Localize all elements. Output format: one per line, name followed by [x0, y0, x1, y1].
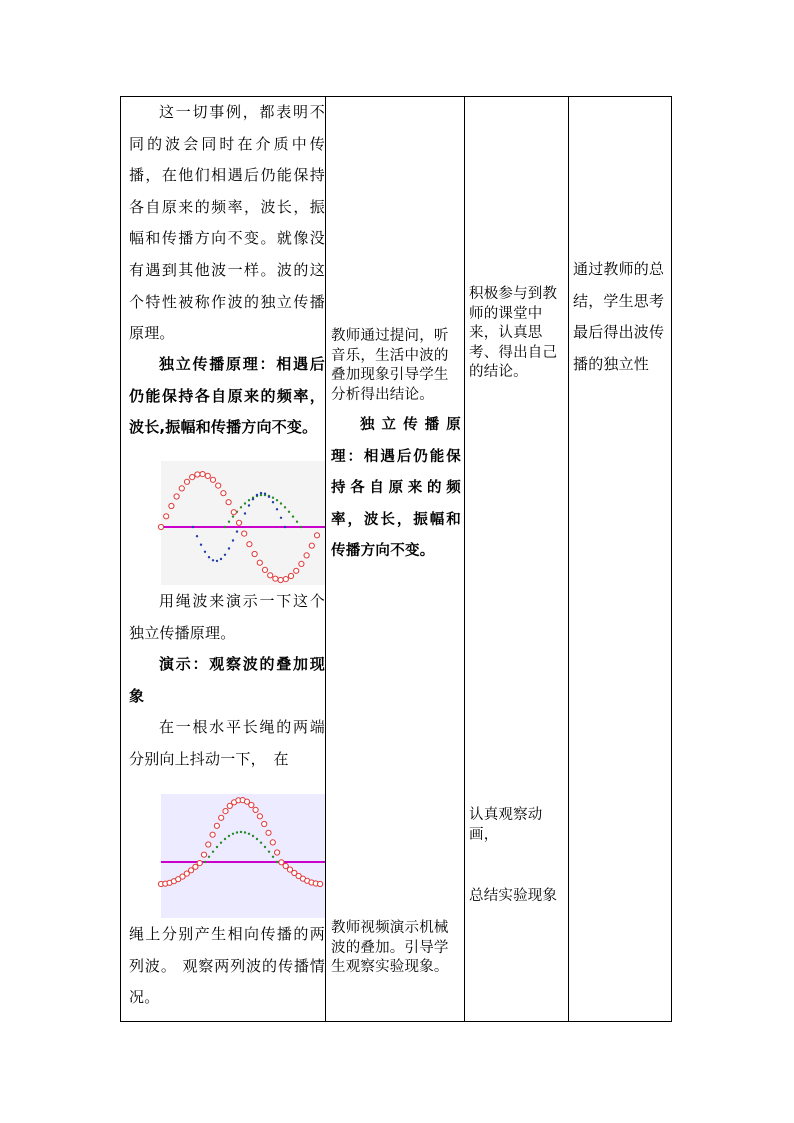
wave-dot	[314, 533, 319, 538]
paragraph-independence-examples: 这一切事例，都表明不同的波会同时在介质中传播，在他们相遇后仍能保持各自原来的频率，波长，振幅和传播方向不变。就像没有遇到其他波一样。波的这个特性被称作波的独立传播原理。	[129, 103, 325, 343]
wave-dot	[204, 551, 206, 553]
wave-dot	[193, 864, 198, 869]
wave-dot	[296, 521, 298, 523]
wave-dot	[262, 821, 267, 826]
wave-dot	[169, 503, 174, 508]
wave-dot	[216, 846, 218, 848]
wave-dot	[242, 531, 247, 536]
wave-dot	[276, 499, 278, 501]
wave-dot	[272, 856, 274, 858]
wave-dot	[283, 577, 288, 582]
wave-dot	[260, 492, 262, 494]
wave-dot	[268, 496, 270, 498]
wave-dot	[204, 861, 206, 863]
wave-dot	[221, 491, 226, 496]
wave-dot	[212, 559, 214, 561]
wave-dot	[220, 842, 222, 844]
wave-dot	[276, 861, 278, 863]
wave-dot	[164, 514, 169, 519]
paragraph-rope-demo: 用绳波来演示一下这个独立传播原理。	[129, 592, 325, 642]
wave-dot	[208, 556, 210, 558]
wave-dot	[248, 833, 250, 835]
wave-dot	[174, 494, 179, 499]
wave-dot	[264, 846, 266, 848]
wave-dot	[228, 547, 230, 549]
wave-dot	[304, 553, 309, 558]
wave-dot	[197, 861, 202, 866]
wave-dot	[256, 494, 258, 496]
column-divider	[568, 97, 569, 1021]
paragraph-observe-animation: 认真观察动画，	[469, 807, 543, 843]
wave-dot	[249, 802, 254, 807]
wave-dot	[280, 502, 282, 504]
figure-background	[161, 794, 325, 918]
wave-dot	[244, 831, 246, 833]
wave-dot	[288, 573, 293, 578]
wave-dot	[260, 842, 262, 844]
wave-dot	[278, 577, 283, 582]
wave-dot	[236, 530, 238, 532]
wave-dot	[228, 521, 230, 523]
wave-dot	[236, 520, 241, 525]
wave-dot	[252, 835, 254, 837]
paragraph-two-waves: 绳上分别产生相向传播的两列波。 观察两列波的传播情况。	[129, 925, 325, 1007]
wave-dot	[216, 560, 218, 562]
wave-dot	[179, 486, 184, 491]
wave-dot	[262, 567, 267, 572]
wave-dot	[275, 850, 280, 855]
wave-dot	[252, 498, 254, 500]
wave-dot	[284, 506, 286, 508]
wave-dot	[232, 515, 234, 517]
paragraph-demo-title: 演示：观察波的叠加现象	[129, 655, 325, 705]
wave-dot	[214, 823, 219, 828]
wave-dot	[276, 508, 278, 510]
wave-dot	[252, 551, 257, 556]
column-divider	[325, 97, 326, 1021]
wave-dot	[240, 831, 242, 833]
wave-dot	[244, 512, 246, 514]
wave-dot	[212, 851, 214, 853]
wave-dot	[288, 511, 290, 513]
wave-dot	[244, 502, 246, 504]
wave-dot	[294, 568, 299, 573]
wave-dot	[219, 815, 224, 820]
wave-dot	[279, 860, 284, 865]
wave-dot	[208, 856, 210, 858]
wave-dot	[273, 576, 278, 581]
student-activity-column	[469, 97, 565, 1021]
wave-dot	[270, 840, 275, 845]
wave-dot	[264, 493, 266, 495]
wave-independent-propagation-figure	[153, 461, 325, 585]
paragraph-teacher-questioning: 教师通过提问，听音乐，生活中波的叠加现象引导学生分析得出结论。	[331, 328, 449, 403]
wave-dot	[232, 833, 234, 835]
wave-dot	[228, 835, 230, 837]
wave-dot	[206, 842, 211, 847]
wave-dot	[272, 497, 274, 499]
paragraph-principle-bold: 独立传播原理：相遇后仍能保持各自原来的频率，波长,振幅和传播方向不变。	[129, 355, 325, 437]
column-divider	[464, 97, 465, 1021]
wave-dot	[268, 573, 273, 578]
wave-dot	[226, 500, 231, 505]
wave-dot	[318, 881, 323, 886]
wave-dot	[284, 526, 286, 528]
wave-dot	[184, 479, 189, 484]
wave-dot	[200, 544, 202, 546]
wave-dot	[210, 477, 215, 482]
teacher-activity-column	[331, 97, 463, 1021]
wave-dot	[224, 526, 226, 528]
wave-dot	[210, 832, 215, 837]
wave-dot	[268, 851, 270, 853]
wave-dot	[236, 831, 238, 833]
wave-dot	[190, 475, 195, 480]
paragraph-teacher-video: 教师视频演示机械波的叠加。引导学生观察实验现象。	[331, 920, 449, 975]
wave-dot	[240, 506, 242, 508]
wave-dot	[272, 501, 274, 503]
wave-dot	[247, 542, 252, 547]
wave-dot	[300, 526, 302, 528]
wave-dot	[266, 830, 271, 835]
wave-dot	[292, 515, 294, 517]
wave-dot	[299, 561, 304, 566]
wave-dot	[280, 517, 282, 519]
wave-dot	[248, 499, 250, 501]
paragraph-summarize-phenomena: 总结实验现象	[469, 888, 558, 904]
wave-dot	[216, 483, 221, 488]
wave-dot	[205, 473, 210, 478]
wave-dot	[192, 526, 194, 528]
wave-dot	[220, 558, 222, 560]
paragraph-rope-shake: 在一根水平长绳的两端分别向上抖动一下， 在	[129, 718, 325, 768]
paragraph-principle-bold: 独立传播原理：相遇后仍能保持各自原来的频率，波长，振幅和传播方向不变。	[331, 417, 461, 559]
lesson-table	[120, 96, 672, 1022]
wave-dot	[195, 472, 200, 477]
wave-dot	[196, 535, 198, 537]
wave-dot	[224, 838, 226, 840]
wave-dot	[224, 554, 226, 556]
wave-dot	[309, 543, 314, 548]
design-intent-column	[573, 97, 669, 1021]
wave-dot	[223, 809, 228, 814]
teaching-content-column	[129, 97, 325, 1021]
wave-dot	[232, 539, 234, 541]
wave-dot	[257, 814, 262, 819]
wave-superposition-figure	[153, 794, 325, 918]
wave-dot	[201, 852, 206, 857]
paragraph-student-participation: 积极参与到教师的课堂中来，认真思考、得出自己的结论。	[469, 286, 558, 380]
wave-dot	[158, 524, 163, 529]
wave-dot	[257, 560, 262, 565]
wave-dot	[248, 504, 250, 506]
wave-dot	[200, 472, 205, 477]
wave-dot	[231, 510, 236, 515]
wave-dot	[256, 838, 258, 840]
wave-dot	[253, 807, 258, 812]
paragraph-design-intent: 通过教师的总结，学生思考最后得出波传播的独立性	[573, 260, 665, 373]
